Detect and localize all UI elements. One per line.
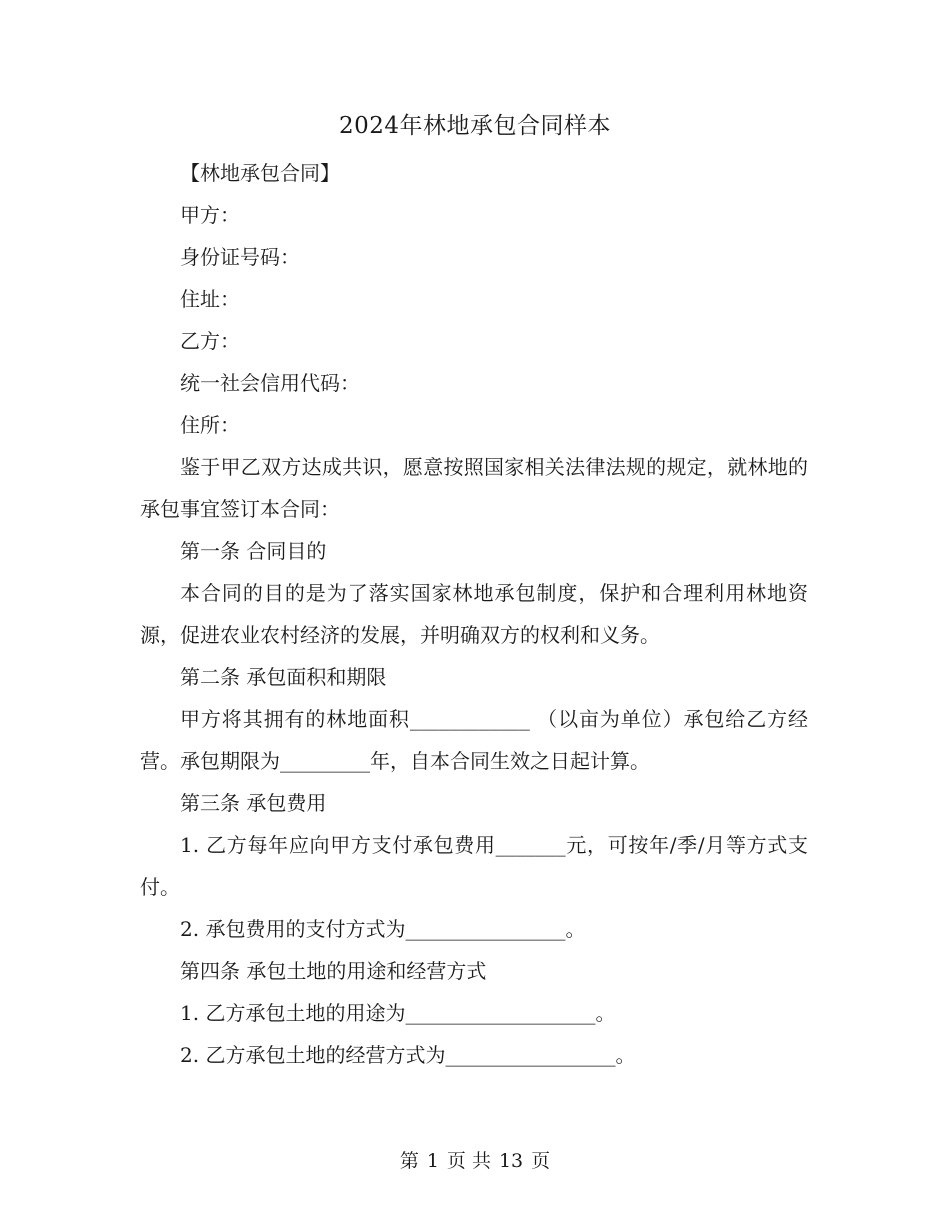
paragraph-heading: 【林地承包合同】 (180, 161, 340, 185)
footer-current-page: 1 (426, 1150, 439, 1172)
article-3-item-1: 1. 乙方每年应向甲方支付承包费用_______元，可按年/季/月等方式支付。 (140, 833, 808, 899)
page-footer (0, 1146, 950, 1173)
paragraph-party-b: 乙方： (180, 329, 240, 353)
paragraph-preamble: 鉴于甲乙双方达成共识，愿意按照国家相关法律法规的规定，就林地的承包事宜签订本合同： (140, 455, 808, 521)
paragraph-residence: 住所： (180, 413, 240, 437)
article-2-body: 甲方将其拥有的林地面积____________ （以亩为单位）承包给乙方经营。承包期限为_________年，自本合同生效之日起计算。 (140, 707, 808, 773)
document-body (140, 152, 808, 1076)
article-3-heading: 第三条 承包费用 (180, 791, 327, 815)
article-4-item-2: 2. 乙方承包土地的经营方式为_________________。 (180, 1043, 636, 1067)
footer-suffix: 页 (531, 1150, 551, 1172)
article-4-heading: 第四条 承包土地的用途和经营方式 (180, 959, 487, 983)
paragraph-address: 住址： (180, 287, 240, 311)
paragraph-id-number: 身份证号码： (180, 245, 300, 269)
article-3-item-2: 2. 承包费用的支付方式为________________。 (180, 917, 586, 941)
article-1-heading: 第一条 合同目的 (180, 539, 327, 563)
paragraph-credit-code: 统一社会信用代码： (180, 371, 360, 395)
footer-middle: 页 共 (446, 1150, 491, 1172)
article-2-heading: 第二条 承包面积和期限 (180, 665, 387, 689)
article-1-body: 本合同的目的是为了落实国家林地承包制度，保护和合理利用林地资源，促进农业农村经济的发展，并明确双方的权利和义务。 (140, 581, 808, 647)
footer-total-pages: 13 (498, 1150, 524, 1172)
document-title: 2024年林地承包合同样本 (338, 113, 612, 139)
paragraph-party-a: 甲方： (180, 203, 240, 227)
article-4-item-1: 1. 乙方承包土地的用途为___________________。 (180, 1001, 616, 1025)
footer-prefix: 第 (399, 1150, 419, 1172)
